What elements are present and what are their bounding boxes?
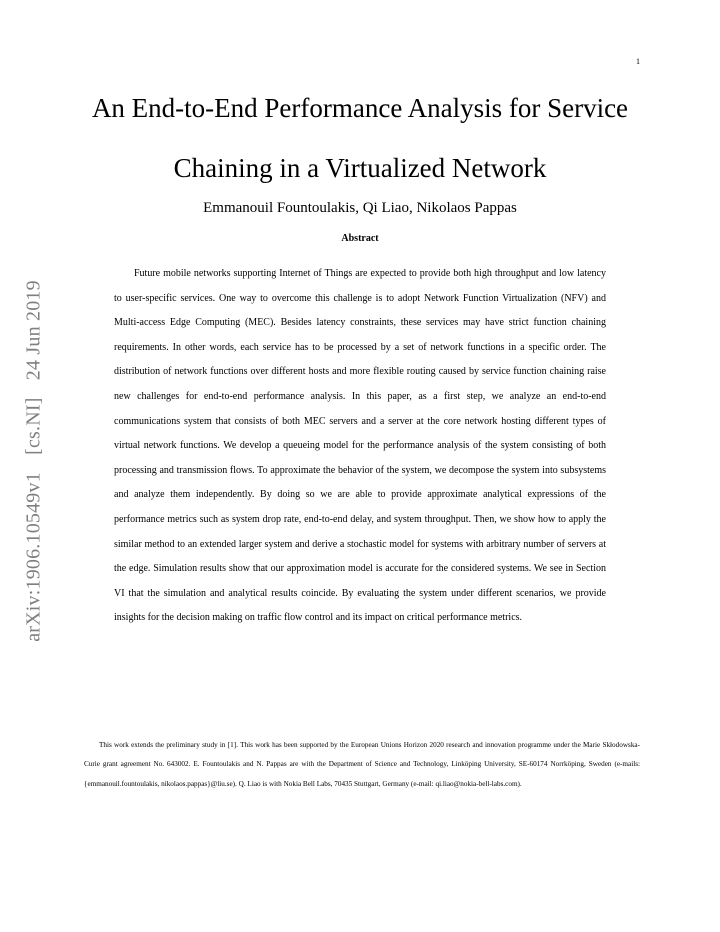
page-number: 1 [636,57,640,66]
footnote: This work extends the preliminary study in [1]. This work has been supported by the European Unions Horizon 2020 research and innovation programme under the Marie Skłodowska-Curie grant agreement No. 643002. E. Fountoulakis and N. Pappas are with the Department of Science and Technology, Linköping University, SE-60174 Norrköping, Sweden (e-mails: {emmanouil.fountoulakis, nikolaos.pappas}@liu.se). Q. Liao is with Nokia Bell Labs, 70435 Stuttgart, Germany (e-mail: qi.liao@nokia-bell-labs.com). [84,741,640,788]
arxiv-identifier-stamp [23,274,46,648]
arxiv-id: arXiv:1906.10549v1 [22,472,45,642]
abstract-heading: Abstract [341,233,379,244]
abstract-body: Future mobile networks supporting Internet of Things are expected to provide both high throughput and low latency to user-specific services. One way to overcome this challenge is to adopt Network Function Virtualization (NFV) and Multi-access Edge Computing (MEC). Besides latency constraints, these services may have strict function chaining requirements. In other words, each service has to be processed by a set of network functions in a specific order. The distribution of network functions over different hosts and more flexible routing caused by service function chaining raise new challenges for end-to-end performance analysis. In this paper, as a first step, we analyze an end-to-end communications system that consists of both MEC servers and a server at the core network hosting different types of virtual network functions. We develop a queueing model for the performance analysis of the system consisting of both processing and transmission flows. To approximate the behavior of the system, we decompose the system into subsystems and analyze them independently. By doing so we are able to provide approximate analytical expressions of the performance metrics such as system drop rate, end-to-end delay, and system throughput. Then, we show how to apply the similar method to an extended larger system and derive a stochastic model for systems with arbitrary number of servers at the edge. Simulation results show that our approximation model is accurate for the considered systems. We see in Section VI that the simulation and analytical results coincide. By evaluating the system under different scenarios, we provide insights for the decision making on traffic flow control and its impact on critical performance metrics. [114,268,606,624]
arxiv-category: [cs.NI] [22,397,45,455]
arxiv-date: 24 Jun 2019 [22,280,45,381]
paper-authors: Emmanouil Fountoulakis, Qi Liao, Nikolaos Pappas [203,200,517,216]
paper-title: An End-to-End Performance Analysis for Service Chaining in a Virtualized Network [91,93,629,183]
